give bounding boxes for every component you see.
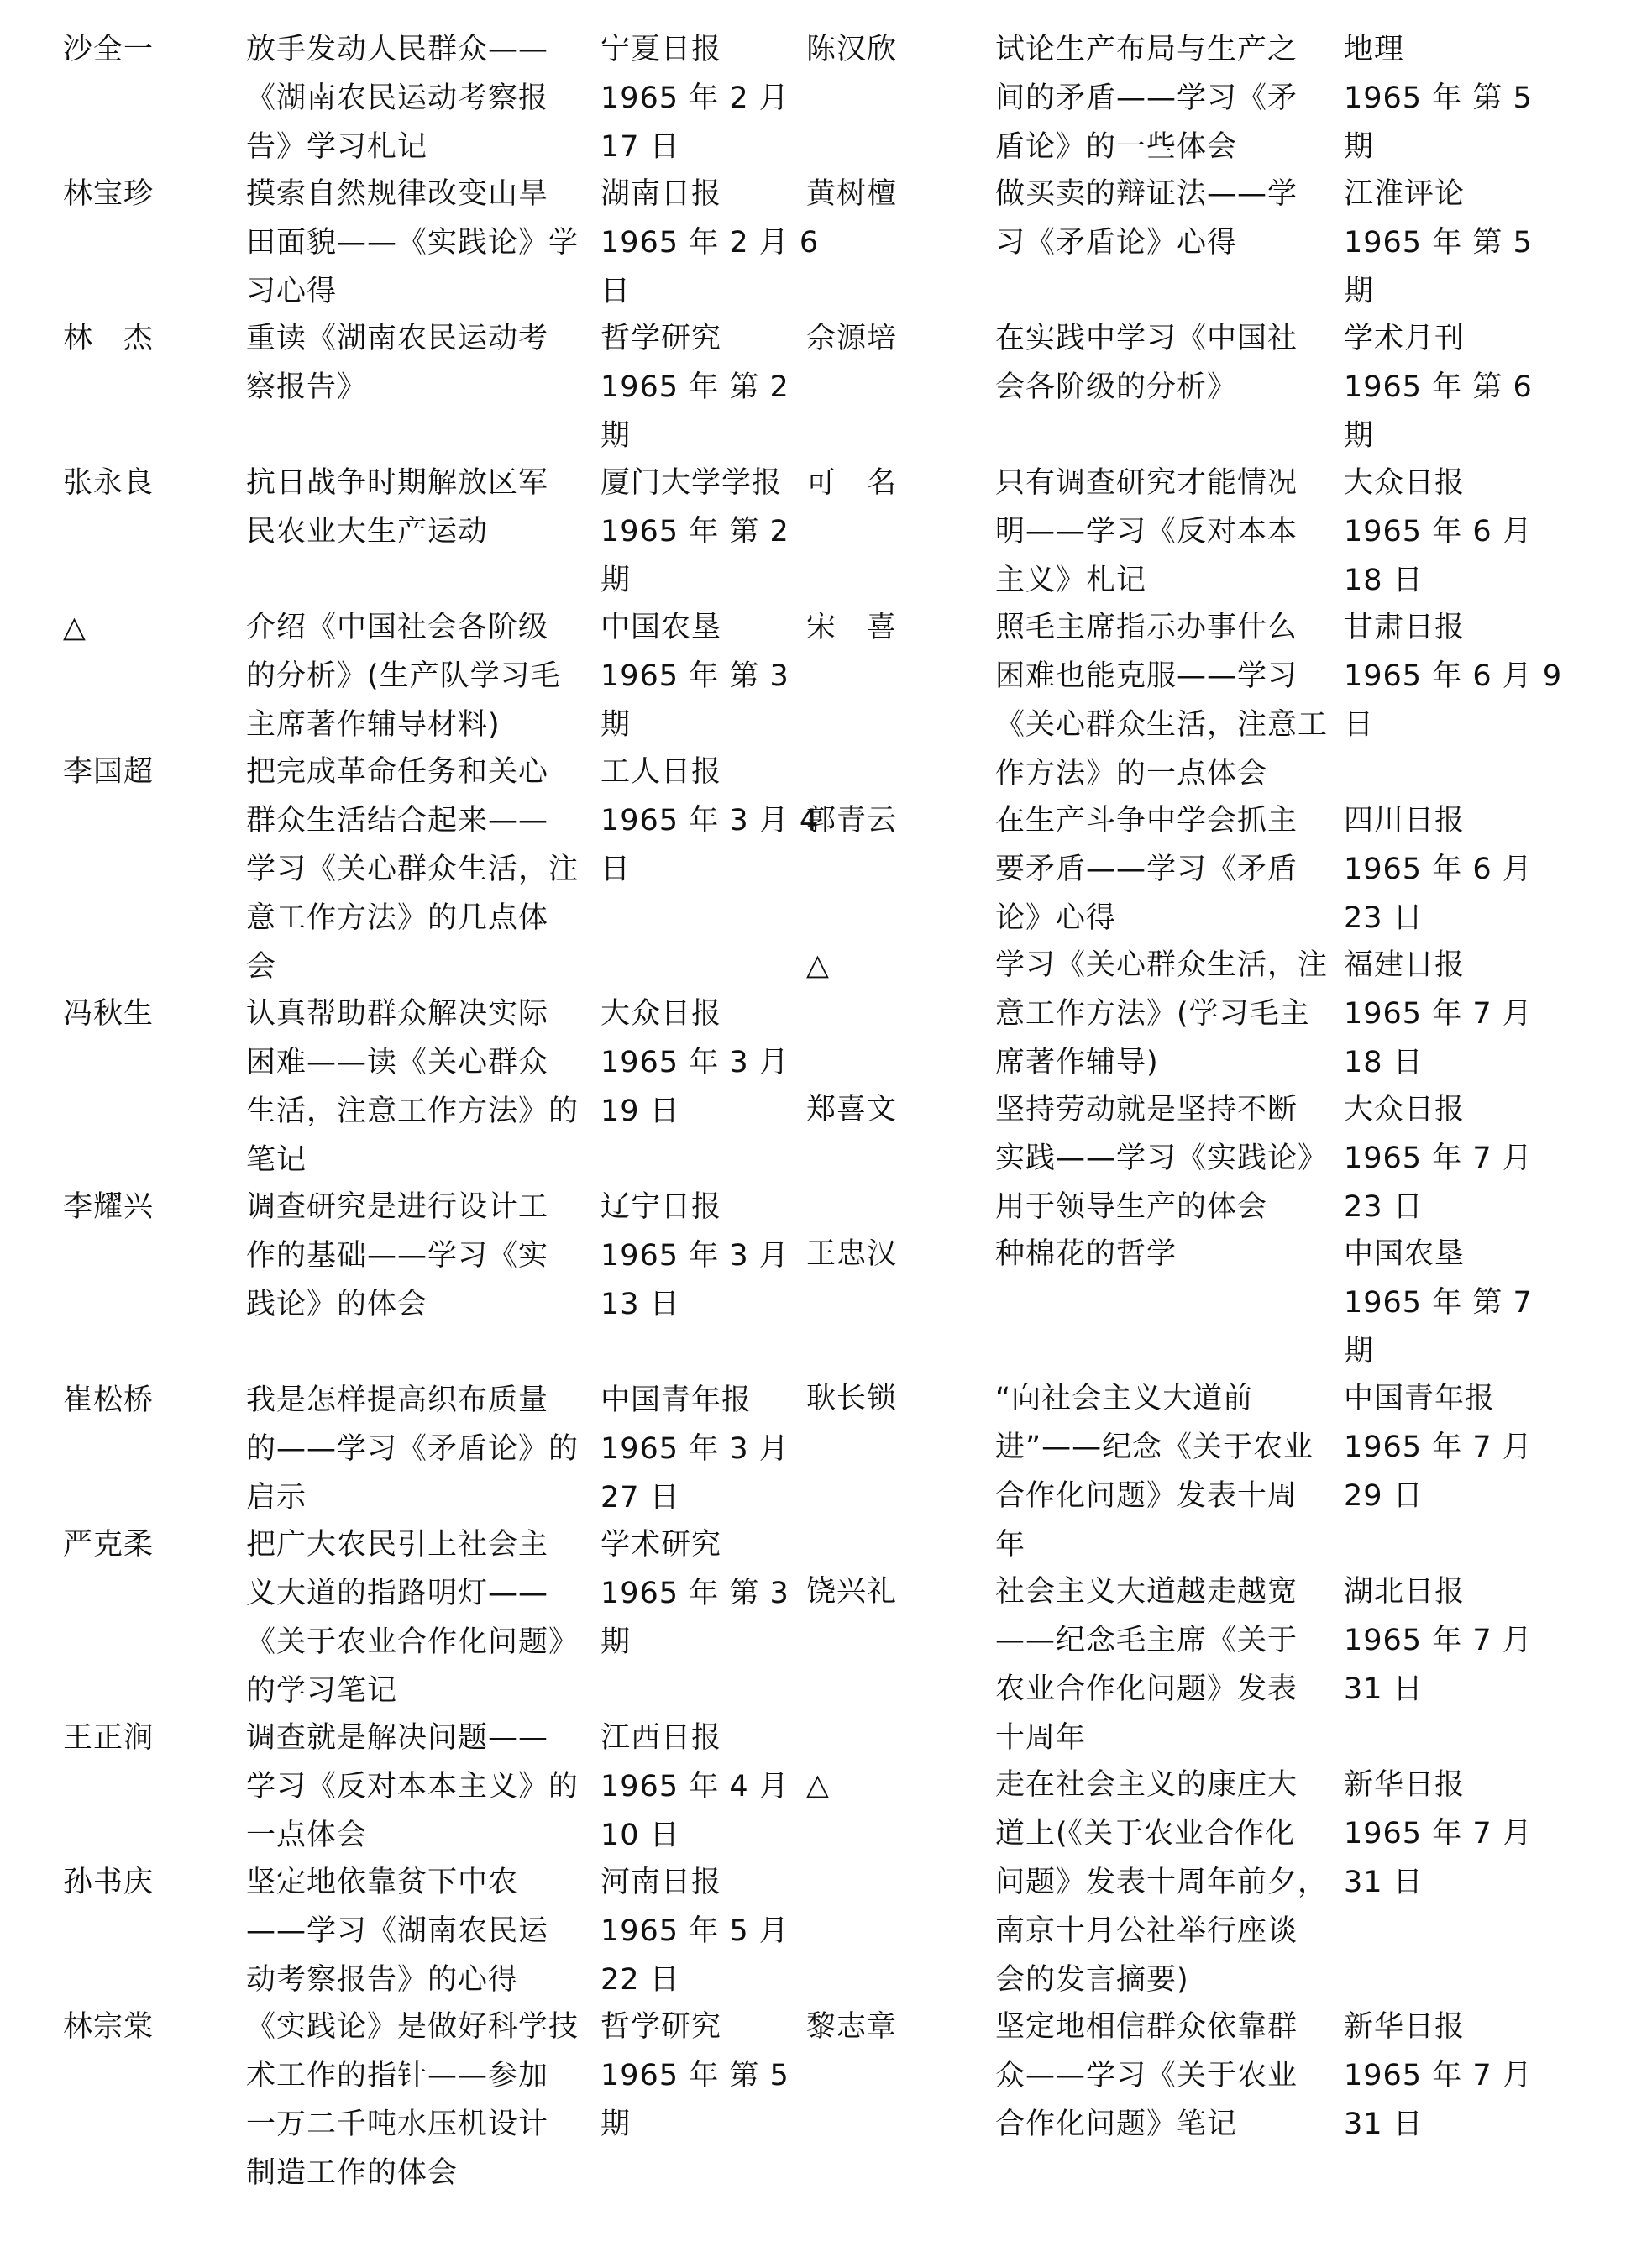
entry-title-line: 农业合作化问题》发表 — [995, 1672, 1298, 1706]
entry-source-line: 31 日 — [1344, 1672, 1424, 1706]
entry-source-line: 中国青年报 — [600, 1383, 753, 1417]
entry-title-line: 我是怎样提高织布质量 — [246, 1383, 549, 1417]
entry-source-line: 期 — [600, 1625, 632, 1659]
entry-title-line: 合作化问题》笔记 — [995, 2108, 1238, 2141]
entry-source-line: 1965 年 7 月 — [1344, 997, 1533, 1031]
entry-source — [1344, 796, 1562, 942]
entry-title — [995, 314, 1340, 412]
entry-title-line: 作方法》的一点体会 — [995, 757, 1268, 790]
entry-title-line: 的分析》(生产队学习毛 — [246, 659, 561, 693]
entry-title-line: 践论》的体会 — [246, 1288, 428, 1321]
entry-title-line: ——纪念毛主席《关于 — [995, 1624, 1298, 1657]
entry-title-line: 调查就是解决问题—— — [246, 1721, 549, 1755]
entry-source-line: 1965 年 7 月 — [1344, 1817, 1533, 1851]
entry-source-line: 期 — [600, 2108, 632, 2141]
entry-author: 饶兴礼 — [806, 1575, 898, 1609]
entry-title-line: 《湖南农民运动考察报 — [246, 81, 549, 115]
entry-source-line: 1965 年 7 月 — [1344, 1431, 1533, 1464]
entry-source-line: 中国青年报 — [1344, 1382, 1496, 1415]
entry-title-line: 意工作方法》的几点体 — [246, 901, 549, 935]
entry-title-line: 察报告》 — [246, 370, 368, 404]
entry-title — [246, 459, 599, 556]
entry-author: 郭青云 — [806, 804, 898, 837]
entry-title-line: 动考察报告》的心得 — [246, 1963, 519, 1997]
entry-source-line: 23 日 — [1344, 901, 1424, 935]
entry-title — [246, 1520, 599, 1715]
entry-title-line: 放手发动人民群众—— — [246, 33, 549, 66]
entry-source — [1344, 1230, 1562, 1376]
entry-source-line: 10 日 — [600, 1819, 680, 1852]
entry-source — [1344, 314, 1562, 460]
entry-author: 孙书庆 — [63, 1866, 155, 1899]
entry-source-line: 19 日 — [600, 1095, 680, 1128]
entry-source-line: 31 日 — [1344, 1866, 1424, 1899]
entry-title-line: 南京十月公社举行座谈 — [995, 1914, 1298, 1948]
entry-title-line: ——学习《湖南农民运 — [246, 1914, 549, 1948]
entry-title-line: 认真帮助群众解决实际 — [246, 997, 549, 1031]
entry-title-line: 实践——学习《实践论》 — [995, 1142, 1329, 1175]
entry-author: 林宝珍 — [63, 177, 155, 211]
entry-source-line: 河南日报 — [600, 1866, 722, 1899]
entry-source-line: 期 — [1344, 419, 1375, 453]
entry-title-line: 论》心得 — [995, 901, 1117, 935]
entry-title — [246, 748, 599, 991]
entry-source-line: 1965 年 4 月 — [600, 1770, 789, 1803]
entry-source — [600, 459, 819, 605]
entry-title-line: 抗日战争时期解放区军 — [246, 466, 549, 500]
entry-source-line: 1965 年 3 月 4 — [600, 804, 820, 837]
entry-title-line: 问题》发表十周年前夕， — [995, 1866, 1329, 1899]
entry-source-line: 1965 年 第 2 — [600, 370, 789, 404]
entry-source-line: 四川日报 — [1344, 804, 1466, 837]
entry-source-line: 宁夏日报 — [600, 33, 722, 66]
entry-source-line: 福建日报 — [1344, 948, 1466, 982]
entry-title-line: 主义》札记 — [995, 564, 1147, 597]
entry-author: 黄树檀 — [806, 177, 898, 211]
entry-source-line: 日 — [600, 853, 632, 886]
entry-source — [1344, 1085, 1562, 1231]
entry-title-line: 告》学习札记 — [246, 130, 428, 164]
entry-title-line: 困难——读《关心群众 — [246, 1046, 549, 1079]
entry-source-line: 1965 年 3 月 — [600, 1239, 789, 1273]
entry-source-line: 1965 年 6 月 9 — [1344, 659, 1563, 693]
entry-source — [600, 314, 819, 460]
entry-title — [995, 170, 1340, 267]
entry-title-line: 用于领导生产的体会 — [995, 1190, 1268, 1224]
entry-author: 林宗棠 — [63, 2010, 155, 2044]
entry-author: 陈汉欣 — [806, 33, 898, 66]
entry-title-line: 坚定地相信群众依靠群 — [995, 2010, 1298, 2044]
entry-title-line: 照毛主席指示办事什么 — [995, 611, 1298, 644]
entry-author: 黎志章 — [806, 2010, 898, 2044]
entry-title-line: 把广大农民引上社会主 — [246, 1528, 549, 1562]
entry-source — [1344, 1761, 1562, 1907]
entry-source-line: 1965 年 第 2 — [600, 515, 789, 549]
entry-title — [995, 603, 1340, 798]
entry-author: 王正涧 — [63, 1721, 155, 1755]
entry-title-line: 启示 — [246, 1481, 307, 1515]
entry-title-line: 《关于农业合作化问题》 — [246, 1625, 580, 1659]
entry-source-line: 期 — [1344, 1335, 1375, 1368]
entry-source-line: 甘肃日报 — [1344, 611, 1466, 644]
entry-title — [995, 1567, 1340, 1762]
entry-source — [1344, 459, 1562, 605]
entry-source — [600, 748, 819, 894]
entry-source-line: 1965 年 第 7 — [1344, 1286, 1533, 1320]
entry-title — [246, 1714, 599, 1860]
entry-source-line: 湖南日报 — [600, 177, 722, 211]
entry-source-line: 1965 年 2 月 — [600, 81, 789, 115]
entry-title-line: 田面貌——《实践论》学 — [246, 226, 580, 260]
entry-title-line: 摸索自然规律改变山旱 — [246, 177, 549, 211]
entry-source-line: 27 日 — [600, 1481, 680, 1515]
entry-title-line: 种棉花的哲学 — [995, 1237, 1177, 1271]
entry-title-line: 试论生产布局与生产之 — [995, 33, 1298, 66]
entry-source-line: 大众日报 — [600, 997, 722, 1031]
entry-title — [995, 25, 1340, 171]
entry-source-line: 1965 年 第 3 — [600, 1577, 789, 1610]
entry-title-line: 会 — [246, 950, 277, 984]
entry-source-line: 1965 年 7 月 — [1344, 1142, 1533, 1175]
entry-source — [600, 1183, 819, 1329]
entry-author: 严克柔 — [63, 1528, 155, 1562]
entry-source-line: 1965 年 3 月 — [600, 1046, 789, 1079]
entry-source-line: 1965 年 3 月 — [600, 1432, 789, 1466]
entry-title — [995, 1761, 1340, 2004]
entry-source — [1344, 941, 1562, 1087]
entry-source-line: 31 日 — [1344, 2108, 1424, 2141]
entry-source — [600, 1714, 819, 1860]
entry-title-line: 民农业大生产运动 — [246, 515, 489, 549]
entry-source-line: 地理 — [1344, 33, 1405, 66]
entry-source-line: 工人日报 — [600, 755, 722, 789]
entry-title-line: 在实践中学习《中国社 — [995, 322, 1298, 355]
entry-author: 李国超 — [63, 755, 155, 789]
entry-title-line: 合作化问题》发表十周 — [995, 1479, 1298, 1513]
entry-source-line: 1965 年 第 5 — [1344, 226, 1533, 260]
entry-source-line: 期 — [600, 419, 632, 453]
entry-title-line: 只有调查研究才能情况 — [995, 466, 1298, 500]
entry-title — [246, 1183, 599, 1329]
entry-title-line: 生活，注意工作方法》的 — [246, 1095, 580, 1128]
entry-source — [600, 1858, 819, 2004]
entry-source — [600, 990, 819, 1136]
entry-title — [246, 603, 599, 749]
entry-source-line: 18 日 — [1344, 564, 1424, 597]
entry-title-line: 走在社会主义的康庄大 — [995, 1768, 1298, 1802]
entry-title-line: 术工作的指针——参加 — [246, 2059, 549, 2092]
entry-title-line: 的学习笔记 — [246, 1674, 398, 1708]
entry-title-line: 《关心群众生活，注意工 — [995, 708, 1329, 742]
entry-title — [246, 1376, 599, 1522]
entry-title-line: 群众生活结合起来—— — [246, 804, 549, 837]
entry-title — [995, 459, 1340, 605]
entry-source — [1344, 1567, 1562, 1714]
entry-author: 佘源培 — [806, 322, 898, 355]
entry-source-line: 日 — [1344, 708, 1375, 742]
entry-source-line: 江淮评论 — [1344, 177, 1466, 211]
entry-author: 林 杰 — [63, 322, 155, 355]
entry-source-line: 哲学研究 — [600, 322, 722, 355]
entry-title-line: 习心得 — [246, 275, 338, 308]
entry-source-line: 学术研究 — [600, 1528, 722, 1562]
entry-title-line: 做买卖的辩证法——学 — [995, 177, 1298, 211]
entry-source-line: 18 日 — [1344, 1046, 1424, 1079]
entry-source-line: 期 — [600, 708, 632, 742]
entry-source-line: 辽宁日报 — [600, 1190, 722, 1224]
entry-source-line: 江西日报 — [600, 1721, 722, 1755]
entry-title-line: 一万二千吨水压机设计 — [246, 2108, 549, 2141]
entry-title-line: 会的发言摘要) — [995, 1963, 1189, 1997]
entry-title-line: 要矛盾——学习《矛盾 — [995, 853, 1298, 886]
entry-source — [1344, 2003, 1562, 2149]
entry-author: 郑喜文 — [806, 1093, 898, 1126]
entry-author: 李耀兴 — [63, 1190, 155, 1224]
entry-source-line: 17 日 — [600, 130, 680, 164]
entry-title — [995, 1374, 1340, 1569]
entry-title — [246, 170, 599, 316]
entry-title-line: 间的矛盾——学习《矛 — [995, 81, 1298, 115]
entry-author: 王忠汉 — [806, 1237, 898, 1271]
entry-author: 耿长锁 — [806, 1382, 898, 1415]
entry-source-line: 1965 年 第 3 — [600, 659, 789, 693]
entry-title-line: 学习《关心群众生活，注 — [995, 948, 1329, 982]
entry-author: 崔松桥 — [63, 1383, 155, 1417]
entry-title-line: 介绍《中国社会各阶级 — [246, 611, 549, 644]
entry-source-line: 1965 年 7 月 — [1344, 1624, 1533, 1657]
entry-title — [246, 25, 599, 171]
entry-source — [600, 2003, 819, 2149]
entry-title — [995, 941, 1340, 1087]
entry-title — [246, 1858, 599, 2004]
entry-author: △ — [806, 948, 830, 982]
entry-title-line: 会各阶级的分析》 — [995, 370, 1238, 404]
entry-title-line: 主席著作辅导材料) — [246, 708, 501, 742]
entry-source-line: 大众日报 — [1344, 1093, 1466, 1126]
entry-source-line: 大众日报 — [1344, 466, 1466, 500]
entry-source-line: 1965 年 第 6 — [1344, 370, 1533, 404]
entry-title-line: 盾论》的一些体会 — [995, 130, 1238, 164]
left-column — [63, 25, 869, 2243]
entry-title — [995, 796, 1340, 942]
entry-title-line: 社会主义大道越走越宽 — [995, 1575, 1298, 1609]
entry-source-line: 日 — [600, 275, 632, 308]
entry-source — [1344, 1374, 1562, 1520]
entry-source — [600, 1376, 819, 1522]
entry-title — [246, 314, 599, 412]
entry-source-line: 13 日 — [600, 1288, 680, 1321]
entry-source-line: 湖北日报 — [1344, 1575, 1466, 1609]
right-column — [806, 25, 1613, 2243]
entry-source — [1344, 603, 1562, 749]
entry-title-line: 一点体会 — [246, 1819, 368, 1852]
entry-source-line: 中国农垦 — [600, 611, 722, 644]
entry-title-line: 制造工作的体会 — [246, 2156, 459, 2190]
entry-title-line: 年 — [995, 1528, 1026, 1562]
entry-author: 沙全一 — [63, 33, 155, 66]
entry-title-line: 学习《关心群众生活，注 — [246, 853, 580, 886]
entry-title-line: 明——学习《反对本本 — [995, 515, 1298, 549]
entry-author: 冯秋生 — [63, 997, 155, 1031]
entry-author: △ — [63, 611, 87, 644]
entry-source-line: 期 — [1344, 130, 1375, 164]
entry-source — [1344, 25, 1562, 171]
entry-title-line: 作的基础——学习《实 — [246, 1239, 549, 1273]
entry-title-line: 意工作方法》(学习毛主 — [995, 997, 1310, 1031]
entry-title — [246, 2003, 599, 2197]
entry-title-line: 重读《湖南农民运动考 — [246, 322, 549, 355]
entry-source-line: 中国农垦 — [1344, 1237, 1466, 1271]
entry-source-line: 1965 年 5 月 — [600, 1914, 789, 1948]
entry-title — [995, 1230, 1340, 1278]
entry-title-line: 笔记 — [246, 1143, 307, 1177]
entry-source-line: 新华日报 — [1344, 2010, 1466, 2044]
entry-source-line: 1965 年 7 月 — [1344, 2059, 1533, 2092]
entry-source — [600, 603, 819, 749]
entry-source — [600, 25, 819, 171]
entry-title-line: 困难也能克服——学习 — [995, 659, 1298, 693]
entry-title-line: “向社会主义大道前 — [995, 1382, 1254, 1415]
entry-source-line: 1965 年 6 月 — [1344, 515, 1533, 549]
entry-title-line: 席著作辅导) — [995, 1046, 1159, 1079]
entry-title-line: 学习《反对本本主义》的 — [246, 1770, 580, 1803]
entry-title-line: 的——学习《矛盾论》的 — [246, 1432, 580, 1466]
entry-title-line: 坚定地依靠贫下中农 — [246, 1866, 519, 1899]
entry-source — [1344, 170, 1562, 316]
entry-title-line: 坚持劳动就是坚持不断 — [995, 1093, 1298, 1126]
entry-author: 可 名 — [806, 466, 898, 500]
entry-source-line: 1965 年 6 月 — [1344, 853, 1533, 886]
entry-source-line: 期 — [1344, 275, 1375, 308]
entry-source-line: 1965 年 第 5 — [1344, 81, 1533, 115]
entry-author: 宋 喜 — [806, 611, 898, 644]
entry-title-line: 道上(《关于农业合作化 — [995, 1817, 1296, 1851]
entry-source-line: 期 — [600, 564, 632, 597]
entry-author: △ — [806, 1768, 830, 1802]
entry-title-line: 进”——纪念《关于农业 — [995, 1431, 1314, 1464]
entry-title-line: 十周年 — [995, 1721, 1087, 1755]
entry-source-line: 29 日 — [1344, 1479, 1424, 1513]
entry-source-line: 新华日报 — [1344, 1768, 1466, 1802]
entry-title-line: 义大道的指路明灯—— — [246, 1577, 549, 1610]
entry-source-line: 哲学研究 — [600, 2010, 722, 2044]
entry-source — [600, 1520, 819, 1667]
entry-source-line: 厦门大学学报 — [600, 466, 783, 500]
entry-title-line: 众——学习《关于农业 — [995, 2059, 1298, 2092]
entry-source-line: 1965 年 2 月 6 — [600, 226, 820, 260]
entry-title-line: 在生产斗争中学会抓主 — [995, 804, 1298, 837]
entry-title — [995, 1085, 1340, 1231]
entry-source-line: 1965 年 第 5 — [600, 2059, 789, 2092]
entry-author: 张永良 — [63, 466, 155, 500]
entry-source-line: 23 日 — [1344, 1190, 1424, 1224]
entry-title-line: 《实践论》是做好科学技 — [246, 2010, 580, 2044]
entry-source-line: 学术月刊 — [1344, 322, 1466, 355]
entry-title-line: 把完成革命任务和关心 — [246, 755, 549, 789]
entry-title-line: 调查研究是进行设计工 — [246, 1190, 549, 1224]
entry-title — [995, 2003, 1340, 2149]
entry-source — [600, 170, 819, 316]
entry-source-line: 22 日 — [600, 1963, 680, 1997]
entry-title — [246, 990, 599, 1184]
entry-title-line: 习《矛盾论》心得 — [995, 226, 1238, 260]
